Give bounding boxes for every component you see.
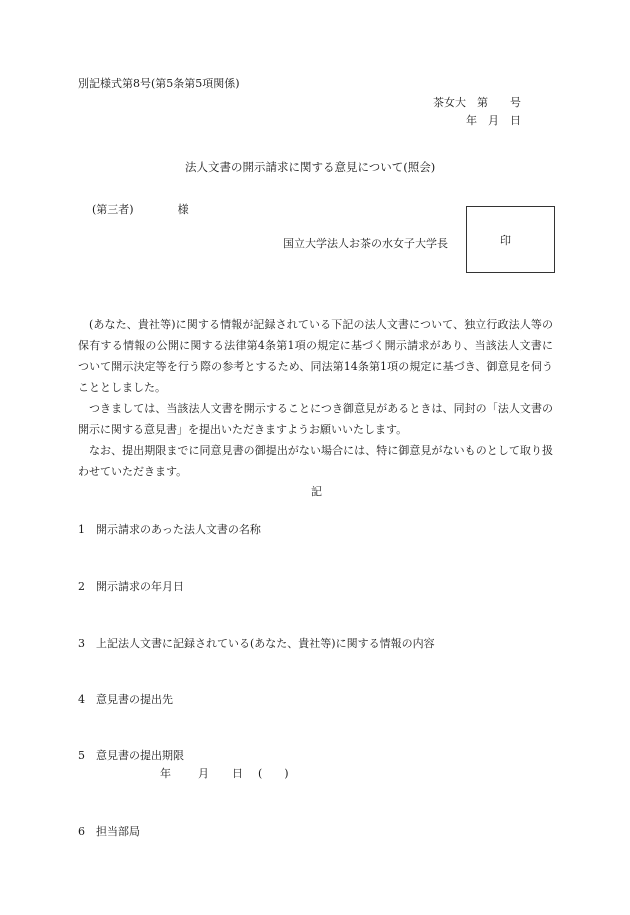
- document-title: 法人文書の開示請求に関する意見について(照会): [185, 160, 436, 174]
- recipient: (第三者) 様: [92, 203, 189, 216]
- body-text: [78, 314, 553, 482]
- list-item: 5 意見書の提出期限: [78, 749, 184, 762]
- list-item: 2 開示請求の年月日: [78, 580, 184, 593]
- list-item: 1 開示請求のあった法人文書の名称: [78, 523, 261, 536]
- deadline-month: 月: [198, 767, 209, 780]
- issue-date: 年 月 日: [466, 114, 521, 127]
- deadline-day: 日: [232, 767, 243, 780]
- deadline-year: 年: [160, 767, 171, 780]
- seal-label: 印: [500, 234, 511, 247]
- sender-name: 国立大学法人お茶の水女子大学長: [283, 237, 448, 250]
- deadline-date: [160, 767, 289, 780]
- body-paragraph: (あなた、貴社等)に関する情報が記録されている下記の法人文書について、独立行政法人等の保有する情報の公開に関する法律第4条第1項の規定に基づく開示請求があり、当該法人文書について開示決定等を行う際の参考とするため、同法第14条第1項の規定に基づき、御意見を伺うこととしました。: [78, 318, 553, 394]
- deadline-weekday: ( ): [258, 767, 289, 780]
- form-number: 別記様式第8号(第5条第5項関係): [78, 77, 240, 90]
- body-paragraph: なお、提出期限までに同意見書の御提出がない場合には、特に御意見がないものとして取り扱わせていただきます。: [78, 444, 553, 478]
- ki-heading: 記: [311, 485, 322, 498]
- list-item: 3 上記法人文書に記録されている(あなた、貴社等)に関する情報の内容: [78, 637, 435, 650]
- seal-box: [466, 206, 555, 273]
- document-number: 茶女大 第 号: [433, 96, 521, 109]
- body-paragraph: つきましては、当該法人文書を開示することにつき御意見があるときは、同封の「法人文書の開示に関する意見書」を提出いただきますようお願いいたします。: [78, 402, 553, 436]
- list-item: 6 担当部局: [78, 825, 140, 838]
- list-item: 4 意見書の提出先: [78, 693, 173, 706]
